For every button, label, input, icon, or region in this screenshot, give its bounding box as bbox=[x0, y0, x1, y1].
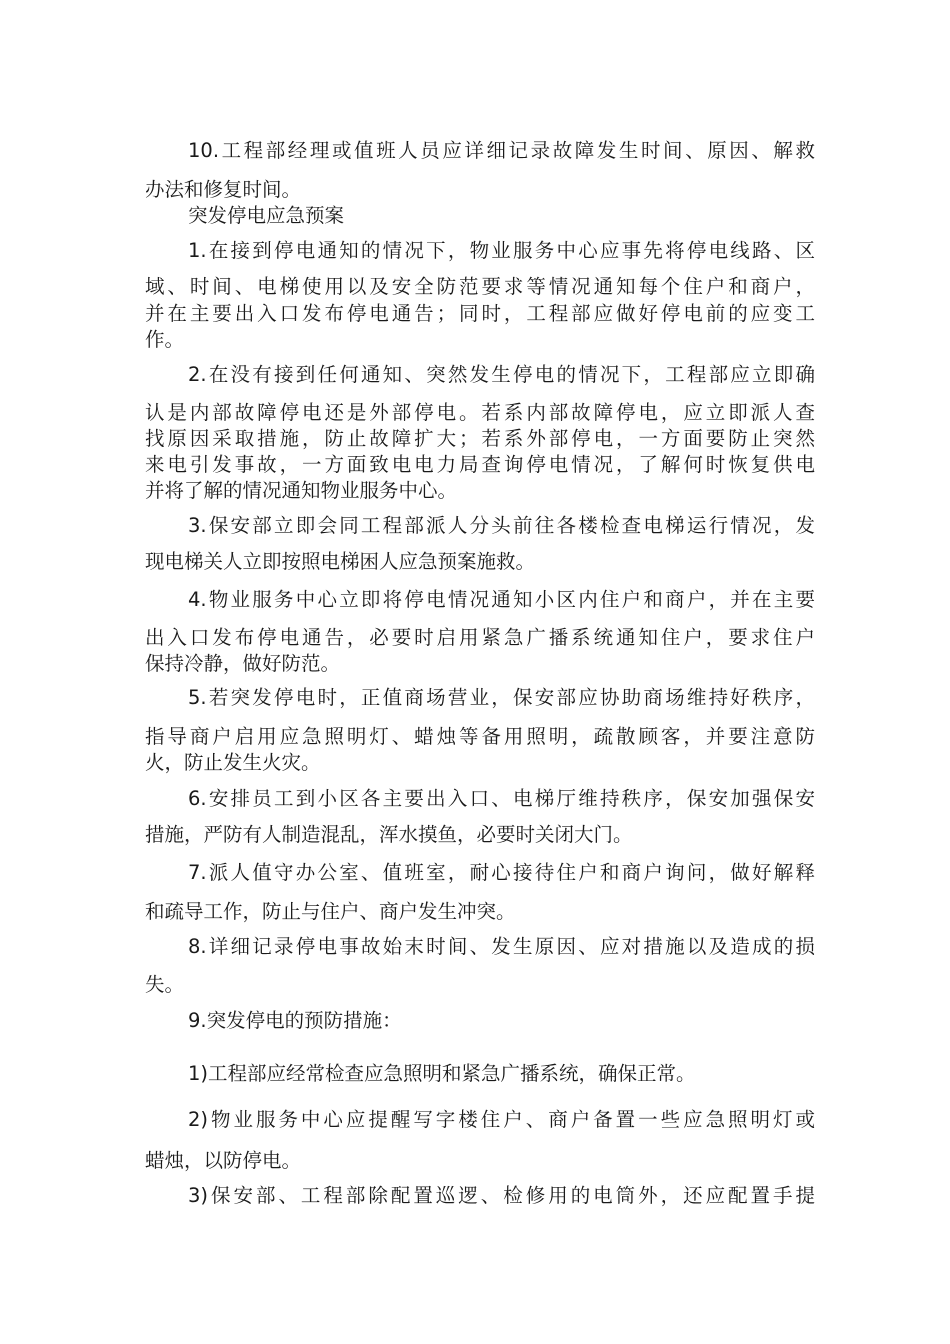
paragraph-line: 8.详细记录停电事故始末时间、发生原因、应对措施以及造成的损 bbox=[188, 935, 815, 958]
paragraph-line: 指导商户启用应急照明灯、蜡烛等备用照明，疏散顾客，并要注意防 bbox=[145, 725, 815, 748]
paragraph-line: 失。 bbox=[145, 973, 185, 996]
paragraph-line: 3)保安部、工程部除配置巡逻、检修用的电筒外，还应配置手提 bbox=[188, 1184, 815, 1207]
paragraph-line: 措施，严防有人制造混乱，浑水摸鱼，必要时关闭大门。 bbox=[145, 823, 633, 846]
paragraph-line: 找原因采取措施，防止故障扩大；若系外部停电，一方面要防止突然 bbox=[145, 427, 815, 450]
paragraph-line: 出入口发布停电通告，必要时启用紧急广播系统通知住户，要求住户 bbox=[145, 626, 815, 649]
paragraph-line: 1)工程部应经常检查应急照明和紧急广播系统，确保正常。 bbox=[188, 1062, 696, 1085]
paragraph-line: 并在主要出入口发布停电通告；同时，工程部应做好停电前的应变工 bbox=[145, 302, 815, 325]
paragraph-line: 和疏导工作，防止与住户、商户发生冲突。 bbox=[145, 900, 516, 923]
paragraph-line: 保持冷静，做好防范。 bbox=[145, 652, 341, 675]
paragraph-line: 来电引发事故，一方面致电电力局查询停电情况，了解何时恢复供电 bbox=[145, 453, 815, 476]
paragraph-line: 6.安排员工到小区各主要出入口、电梯厅维持秩序，保安加强保安 bbox=[188, 787, 815, 810]
paragraph-line: 现电梯关人立即按照电梯困人应急预案施救。 bbox=[145, 550, 536, 573]
paragraph-line: 域、时间、电梯使用以及安全防范要求等情况通知每个住户和商户， bbox=[145, 275, 815, 298]
paragraph-line: 并将了解的情况通知物业服务中心。 bbox=[145, 479, 458, 502]
paragraph-line: 2.在没有接到任何通知、突然发生停电的情况下，工程部应立即确 bbox=[188, 363, 815, 386]
paragraph-line: 办法和修复时间。 bbox=[145, 178, 302, 201]
paragraph-line: 1.在接到停电通知的情况下，物业服务中心应事先将停电线路、区 bbox=[188, 239, 815, 262]
section-heading: 突发停电应急预案 bbox=[188, 204, 345, 227]
paragraph-line: 10.工程部经理或值班人员应详细记录故障发生时间、原因、解救 bbox=[188, 139, 815, 162]
paragraph-line: 作。 bbox=[145, 328, 185, 351]
paragraph-line: 3.保安部立即会同工程部派人分头前往各楼检查电梯运行情况，发 bbox=[188, 514, 815, 537]
paragraph-line: 4.物业服务中心立即将停电情况通知小区内住户和商户，并在主要 bbox=[188, 588, 815, 611]
paragraph-line: 9.突发停电的预防措施： bbox=[188, 1009, 402, 1032]
paragraph-line: 认是内部故障停电还是外部停电。若系内部故障停电，应立即派人查 bbox=[145, 401, 815, 424]
paragraph-line: 火，防止发生火灾。 bbox=[145, 751, 321, 774]
paragraph-line: 蜡烛，以防停电。 bbox=[145, 1149, 302, 1172]
paragraph-line: 5.若突发停电时，正值商场营业，保安部应协助商场维持好秩序， bbox=[188, 686, 815, 709]
paragraph-line: 2)物业服务中心应提醒写字楼住户、商户备置一些应急照明灯或 bbox=[188, 1108, 815, 1131]
paragraph-line: 7.派人值守办公室、值班室，耐心接待住户和商户询问，做好解释 bbox=[188, 861, 815, 884]
